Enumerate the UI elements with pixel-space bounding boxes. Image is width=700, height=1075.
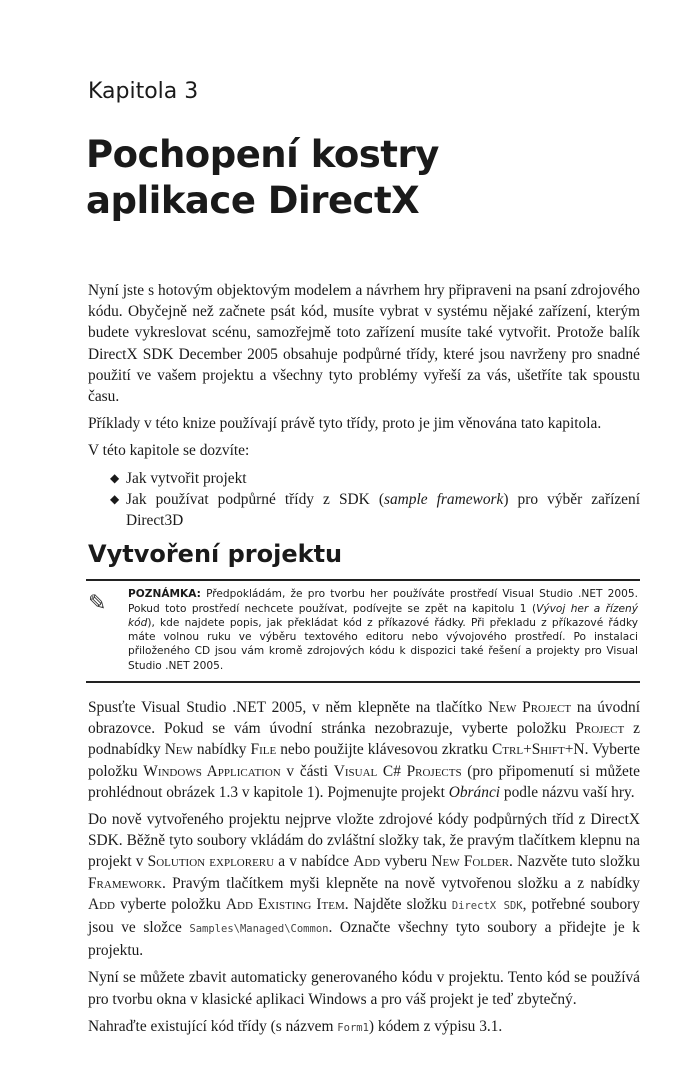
emphasis-text: Vývoj her a řízený kód (128, 602, 638, 629)
note-box (86, 579, 640, 683)
code-text: DirectX SDK (451, 899, 523, 912)
intro-paragraphs (88, 280, 640, 462)
code-text: Samples\Managed\Common (189, 923, 329, 936)
note-text (128, 587, 638, 673)
paragraph (88, 413, 640, 434)
text-run: v části (280, 762, 334, 780)
text-run: , potřebné soubory jsou ve složce (88, 895, 640, 937)
ui-term: Windows Application (143, 762, 281, 780)
text-run: (pro připomenutí si můžete prohlédnout obrázek 1.3 v kapitole 1). Pojmenujte projekt (88, 762, 640, 801)
text-run: vyberte položku (115, 895, 226, 913)
text-run: Nahraďte existující kód třídy (s názvem (88, 1017, 338, 1035)
text-run: Jak vytvořit projekt (126, 469, 247, 487)
text-run: vyberu (380, 853, 432, 871)
pen-icon: ✎ (88, 590, 107, 616)
text-run: na úvodní obrazovce. Pokud se vám úvodní stránka nezobrazuje, vyberte položku (88, 699, 640, 738)
ui-term: New Project (488, 699, 572, 717)
paragraph (88, 1016, 640, 1039)
chapter-label: Kapitola 3 (88, 79, 199, 104)
ui-term: Framework (88, 874, 162, 892)
text-run: Jak používat podpůrné třídy z SDK ( (126, 490, 384, 508)
text-run: podle názvu vaší hry. (500, 783, 635, 801)
text-run: Předpokládám, že pro tvorbu her používáte prostředí Visual Studio .NET 2005. Pokud toto prostředí nechcete používat, podívejte se zpět na kapitolu 1 ( (128, 588, 638, 615)
text-run: . Najděte složku (344, 895, 452, 913)
text-run: z podnabídky (88, 720, 640, 759)
chapter-title-line: Pochopení kostry (86, 133, 439, 176)
ui-term: Project (575, 720, 625, 738)
ui-term: Add (353, 853, 381, 871)
ui-term: Add (88, 895, 116, 913)
body-paragraphs (88, 697, 640, 1039)
paragraph (88, 440, 640, 461)
paragraph (88, 967, 640, 1009)
bullet-item (110, 468, 640, 489)
text-run: Příklady v této knize používají právě tyto třídy, proto je jim věnována tato kapitola. (88, 415, 602, 433)
text-run: . Vyberte položku (88, 741, 641, 780)
text-run: nebo použijte klávesovou zkratku (276, 741, 493, 759)
text-run: Nyní jste s hotovým objektovým modelem a návrhem hry připraveni na psaní zdrojového kódu. Obyčejně než začnete psát kód, musíte vybrat v systému nějaké zařízení, kterým budete vykreslovat scénu, samozřejmě toto zařízení musíte také vytvořit. Protože balík DirectX SDK December 2005 obsahuje podpůrné třídy, které jsou navrženy pro snadné použití ve vašem projektu a všechny tyto problémy vyřeší za vás, ušetříte tak spoustu času. (88, 282, 640, 406)
emphasis-text: Obránci (448, 783, 501, 801)
text-run: . Pravým tlačítkem myši klepněte na nově vytvořenou složku a z nabídky (161, 874, 640, 892)
ui-term: New Folder (431, 853, 510, 871)
ui-term: Visual C# Projects (333, 762, 462, 780)
code-text: Form1 (337, 1021, 369, 1034)
ui-term: Solution exploreru (147, 853, 275, 871)
text-run: V této kapitole se dozvíte: (88, 442, 250, 460)
diamond-bullet-icon: ◆ (110, 491, 120, 506)
text-run: Spusťte Visual Studio .NET 2005, v něm klepněte na tlačítko (88, 699, 489, 717)
ui-term: Add Existing Item (225, 895, 345, 913)
note-label: POZNÁMKA: (128, 588, 201, 601)
text-run: Do nově vytvořeného projektu nejprve vložte zdrojové kódy podpůrných tříd z DirectX SDK. Běžně tyto soubory vkládám do zvláštní složky tak, že pravým tlačítkem klepnu na projekt v (88, 811, 640, 871)
text-run: ) kódem z výpisu 3.1. (368, 1017, 503, 1035)
paragraph (88, 697, 640, 803)
section-heading: Vytvoření projektu (88, 540, 343, 569)
ui-term: File (250, 741, 277, 759)
text-run: . Označte všechny tyto soubory a přidejte je k projektu. (88, 919, 640, 960)
text-run: Nyní se můžete zbavit automaticky generovaného kódu v projektu. Tento kód se používá pro tvorbu okna v klasické aplikaci Windows a pro váš projekt je teď zbytečný. (88, 969, 640, 1008)
text-run: ) pro výběr zařízení Direct3D (126, 490, 640, 530)
emphasis-text: sample framework (383, 490, 504, 508)
text-run: . Nazvěte tuto složku (509, 853, 640, 871)
intro-section (88, 280, 640, 531)
ui-term: New (164, 741, 193, 759)
bullet-list (88, 468, 640, 532)
diamond-bullet-icon: ◆ (110, 470, 120, 485)
bullet-item (110, 489, 640, 531)
text-run: ), kde najdete popis, jak překládat kód z příkazové řádky. Při překladu z příkazové řádky máte volnou ruku ve výběru textového editoru nebo vývojového prostředí. Po instalaci přiloženého CD jsou vám kromě zdrojových kódu k dispozici také řešení a projekty pro Visual Studio .NET 2005. (128, 616, 638, 672)
chapter-title (86, 132, 640, 224)
text-run: nabídky (192, 741, 251, 759)
ui-term: Ctrl+Shift+N (492, 741, 585, 759)
paragraph (88, 280, 640, 407)
text-run: a v nabídce (274, 853, 354, 871)
chapter-title-line: aplikace DirectX (86, 179, 420, 222)
